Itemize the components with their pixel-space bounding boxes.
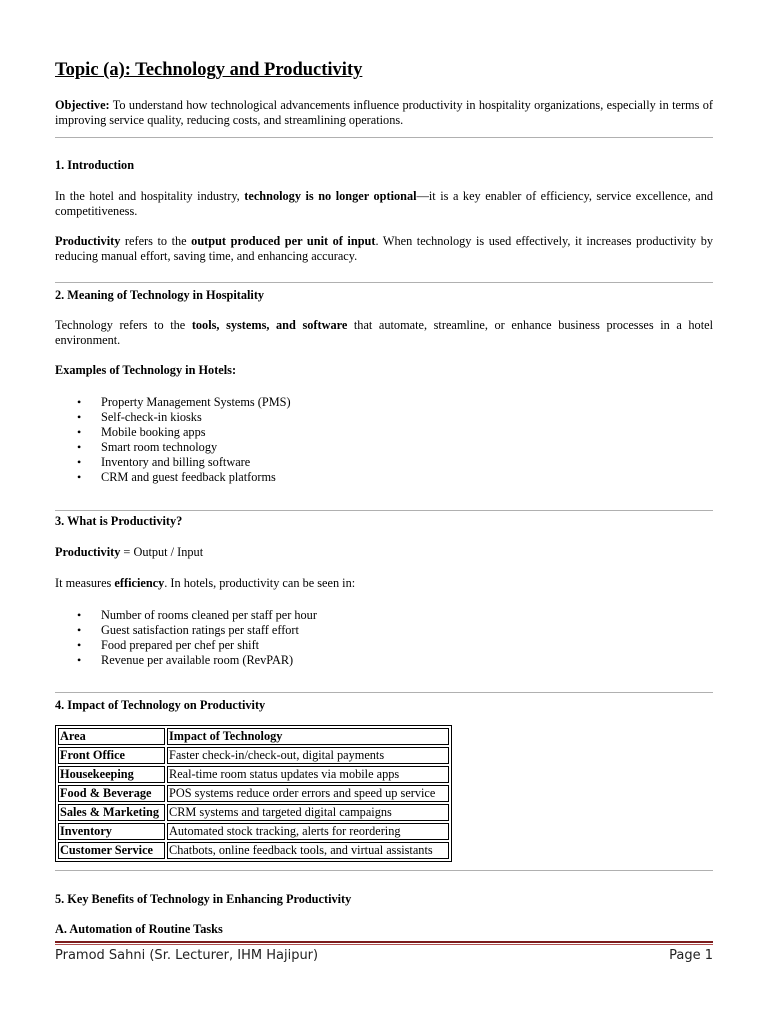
page-title: Topic (a): Technology and Productivity bbox=[55, 60, 363, 80]
productivity-measures-list bbox=[55, 608, 317, 668]
formula-expression: = Output / Input bbox=[120, 545, 204, 559]
examples-list bbox=[55, 395, 291, 485]
table-header-cell: Impact of Technology bbox=[167, 728, 449, 745]
section-1-heading: 1. Introduction bbox=[55, 158, 135, 172]
definition-bold-text: tools, systems, and software bbox=[191, 318, 348, 332]
footer-rule bbox=[55, 941, 713, 943]
table-cell-impact: Faster check-in/check-out, digital payments bbox=[167, 747, 449, 764]
table-row bbox=[58, 785, 449, 802]
efficiency-paragraph bbox=[55, 576, 713, 591]
definition-text-end: that automate, streamline, or enhance business processes in a hotel environment. bbox=[55, 318, 713, 347]
table-cell-impact: Automated stock tracking, alerts for reordering bbox=[167, 823, 449, 840]
intro-text-end: . When technology is used effectively, it increases productivity by reducing manual effort, saving time, and enhancing accuracy. bbox=[55, 234, 713, 263]
objective-label: Objective: bbox=[55, 98, 110, 112]
table-header-row bbox=[58, 728, 449, 745]
table-cell-area: Front Office bbox=[58, 747, 165, 764]
examples-heading: Examples of Technology in Hotels: bbox=[55, 363, 237, 377]
list-item: • Inventory and billing software bbox=[55, 455, 291, 470]
document-page bbox=[55, 0, 713, 1024]
section-5a-heading: A. Automation of Routine Tasks bbox=[55, 922, 223, 936]
table-cell-area: Sales & Marketing bbox=[58, 804, 165, 821]
table-cell-impact: Real-time room status updates via mobile apps bbox=[167, 766, 449, 783]
section-4-heading: 4. Impact of Technology on Productivity bbox=[55, 698, 266, 712]
table-cell-area: Inventory bbox=[58, 823, 165, 840]
table-header-cell: Area bbox=[58, 728, 165, 745]
list-item: • Self-check-in kiosks bbox=[55, 410, 291, 425]
productivity-formula bbox=[55, 545, 713, 560]
table-cell-impact: Chatbots, online feedback tools, and virtual assistants bbox=[167, 842, 449, 859]
list-item: • Food prepared per chef per shift bbox=[55, 638, 317, 653]
objective-text: To understand how technological advancements influence productivity in hospitality organizations, especially in terms of improving service quality, reducing costs, and streamlining operations. bbox=[55, 98, 713, 127]
intro-paragraph-1 bbox=[55, 189, 713, 218]
efficiency-bold-text: efficiency bbox=[114, 576, 165, 590]
table-cell-area: Customer Service bbox=[58, 842, 165, 859]
section-divider bbox=[55, 510, 713, 511]
impact-table bbox=[55, 725, 452, 862]
list-item: • Revenue per available room (RevPAR) bbox=[55, 653, 317, 668]
table-row bbox=[58, 842, 449, 859]
section-2-heading: 2. Meaning of Technology in Hospitality bbox=[55, 288, 265, 302]
objective-paragraph bbox=[55, 98, 713, 127]
section-3-heading: 3. What is Productivity? bbox=[55, 514, 183, 528]
intro-paragraph-2 bbox=[55, 234, 713, 263]
intro-text: refers to the bbox=[120, 234, 192, 248]
intro-text-end: —it is a key enabler of efficiency, service excellence, and competitiveness. bbox=[55, 189, 713, 218]
technology-definition-paragraph bbox=[55, 318, 713, 347]
table-cell-impact: CRM systems and targeted digital campaigns bbox=[167, 804, 449, 821]
formula-term: Productivity bbox=[55, 545, 121, 559]
section-divider bbox=[55, 137, 713, 138]
intro-bold-text: technology is no longer optional bbox=[244, 189, 417, 203]
table-row bbox=[58, 823, 449, 840]
definition-text: Technology refers to the bbox=[55, 318, 192, 332]
table-row bbox=[58, 747, 449, 764]
list-item: • Mobile booking apps bbox=[55, 425, 291, 440]
list-item: • Property Management Systems (PMS) bbox=[55, 395, 291, 410]
list-item: • Guest satisfaction ratings per staff effort bbox=[55, 623, 317, 638]
list-item: • Smart room technology bbox=[55, 440, 291, 455]
section-divider bbox=[55, 692, 713, 693]
table-row bbox=[58, 766, 449, 783]
footer-author: Pramod Sahni (Sr. Lecturer, IHM Hajipur) bbox=[55, 948, 319, 963]
page-number: Page 1 bbox=[669, 948, 713, 963]
table-row bbox=[58, 804, 449, 821]
table-cell-impact: POS systems reduce order errors and speed up service bbox=[167, 785, 449, 802]
list-item: • Number of rooms cleaned per staff per hour bbox=[55, 608, 317, 623]
section-divider bbox=[55, 870, 713, 871]
table-cell-area: Food & Beverage bbox=[58, 785, 165, 802]
productivity-definition: output produced per unit of input bbox=[191, 234, 376, 248]
table-cell-area: Housekeeping bbox=[58, 766, 165, 783]
efficiency-text-end: . In hotels, productivity can be seen in: bbox=[164, 576, 356, 590]
productivity-term: Productivity bbox=[55, 234, 121, 248]
section-divider bbox=[55, 282, 713, 283]
footer-rule-thin bbox=[55, 944, 713, 945]
efficiency-text: It measures bbox=[55, 576, 115, 590]
intro-text: In the hotel and hospitality industry, bbox=[55, 189, 245, 203]
list-item: • CRM and guest feedback platforms bbox=[55, 470, 291, 485]
section-5-heading: 5. Key Benefits of Technology in Enhancing Productivity bbox=[55, 892, 352, 906]
